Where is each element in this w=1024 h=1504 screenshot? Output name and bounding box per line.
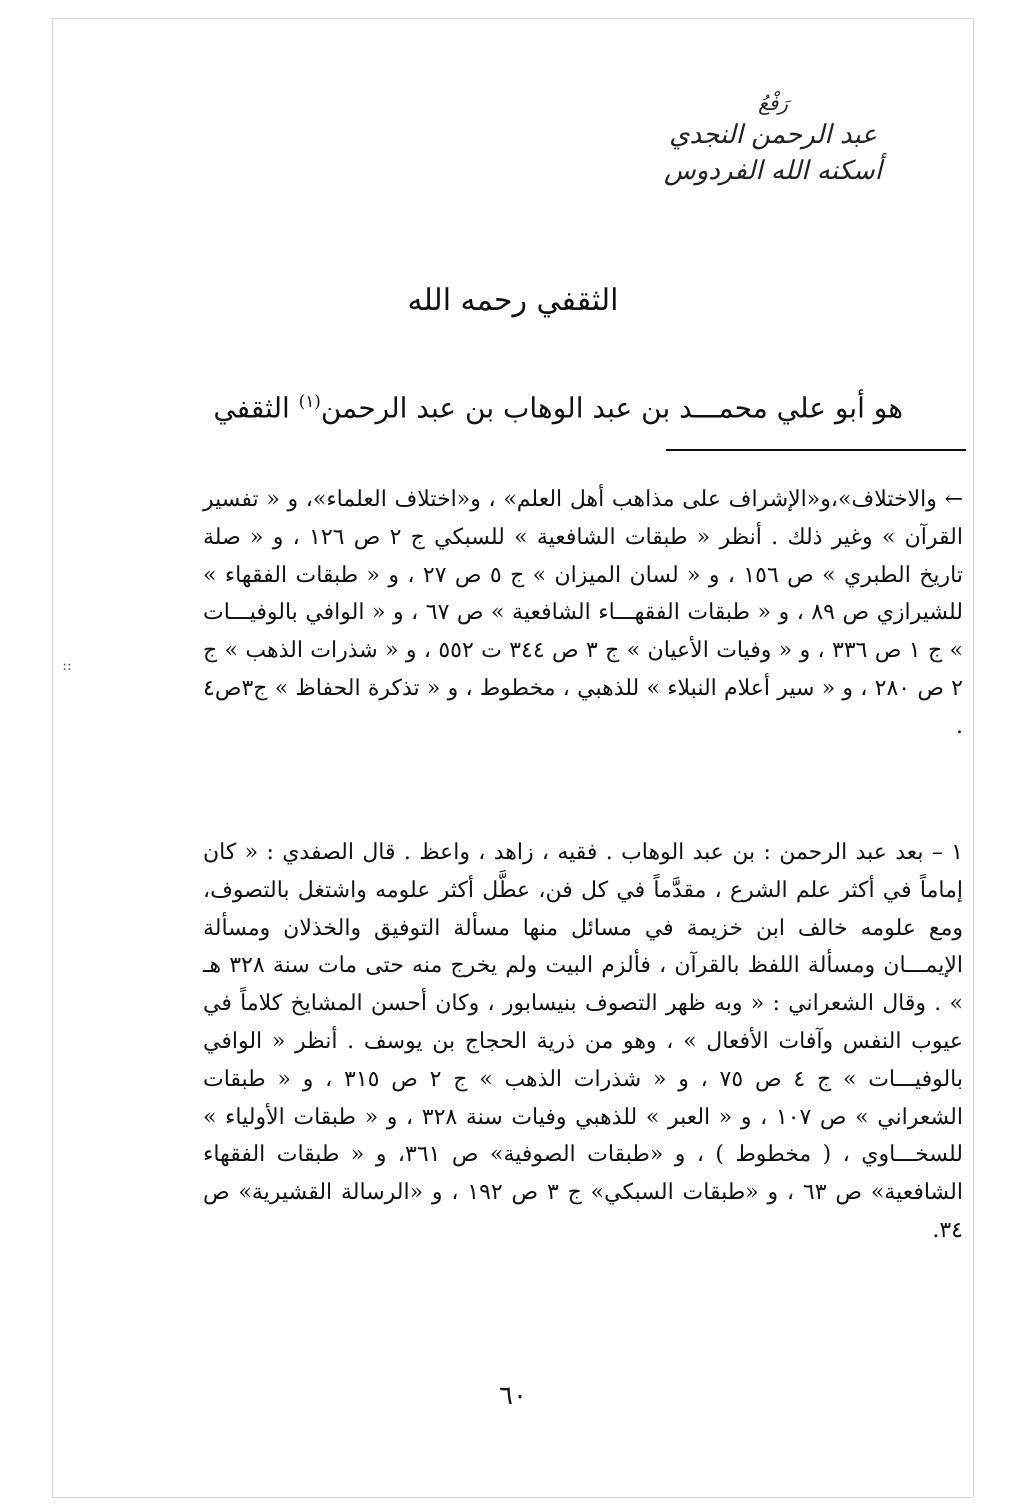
footnote-continuation: ← والاختلاف»،و«الإشراف على مذاهب أهل العلم» ، و«اختلاف العلماء»، و « تفسير القرآن » وغير ذلك . أنظر « طبقات الشافعية » للسبكي ج ٢ ص ١٢٦ ، و « صلة تاريخ الطبري » ص ١٥٦ ، و « لسان الميزان » ج ٥ ص ٢٧ ، و « طبقات الفقهاء » للشيرازي ص ٨٩ ، و « طبقات الفقهـــاء الشافعية » ص ٦٧ ، و « الوافي بالوفيـــات » ج ١ ص ٣٣٦ ، و « وفيات الأعيان » ج ٣ ص ٣٤٤ ت ٥٥٢ ، و « شذرات الذهب » ج ٢ ص ٢٨٠ ، و « سير أعلام النبلاء » للذهبي ، مخطوط ، و « تذكرة الحفاظ » ج٣ص٤ . <box>203 487 963 739</box>
stamp-line-2: عبد الرحمن النجدي <box>669 120 877 150</box>
biography-text: هو أبو علي محمـــد بن عبد الوهاب بن عبد الرحمن <box>320 391 903 425</box>
margin-marks: :: <box>62 658 72 674</box>
biography-line <box>203 379 903 430</box>
page-title: الثقفي رحمه الله <box>407 283 619 318</box>
stamp-line-3: أسكنه الله الفردوس <box>664 156 882 186</box>
stamp-line-1: رَفْعُ <box>758 91 788 115</box>
book-page <box>52 18 974 1498</box>
owner-stamp <box>653 89 893 189</box>
footnote-separator <box>666 449 966 451</box>
footnote-1: ١ – بعد عبد الرحمن : بن عبد الوهاب . فقيه ، زاهد ، واعظ . قال الصفدي : « كان إماماً في أكثر علم الشرع ، مقدَّماً في كل فن، عطَّل أكثر علومه واشتغل بالتصوف، ومع علومه خالف ابن خزيمة في مسائل منها مسألة التوفيق والخذلان ومسألة الإيمـــان ومسألة اللفظ بالقرآن ، فألزم البيت ولم يخرج منه حتى مات سنة ٣٢٨ هـ » . وقال الشعراني : « وبه ظهر التصوف بنيسابور ، وكان أحسن المشايخ كلاماً في عيوب النفس وآفات الأفعال » ، وهو من ذرية الحجاج بن يوسف . أنظر « الوافي بالوفيـــات » ج ٤ ص ٧٥ ، و « شذرات الذهب » ج ٢ ص ٣١٥ ، و « طبقات الشعراني » ص ١٠٧ ، و « العبر » للذهبي وفيات سنة ٣٢٨ ، و « طبقات الأولياء » للسخـــاوي ، ( مخطوط ) ، و «طبقات الصوفية» ص ٣٦١، و « طبقات الفقهاء الشافعية» ص ٦٣ ، و «طبقات السبكي» ج ٣ ص ١٩٢ ، و «الرسالة القشيرية» ص ٣٤. <box>203 840 963 1243</box>
footnote-marker[interactable]: (١) <box>298 391 321 411</box>
page-number: ٦٠ <box>499 1381 527 1411</box>
biography-text-end: الثقفي <box>213 391 290 425</box>
